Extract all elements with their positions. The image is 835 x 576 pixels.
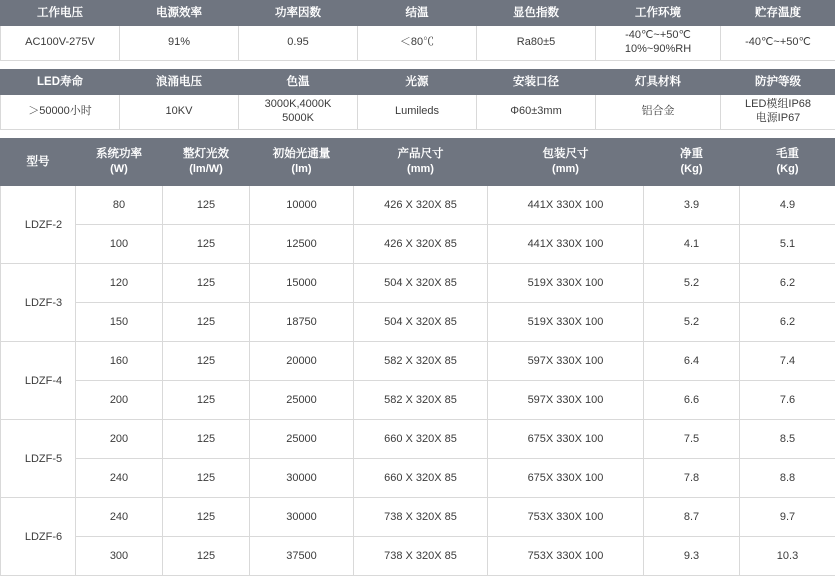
cell-efficacy: 125 — [163, 381, 250, 420]
main-header-cell-package-size — [488, 139, 644, 186]
table-row — [1, 381, 835, 420]
cell-gross-weight: 6.2 — [740, 264, 835, 303]
model-cell: LDZF-4 — [1, 342, 76, 420]
cell-efficacy: 125 — [163, 498, 250, 537]
cell-lumens: 18750 — [250, 303, 354, 342]
cell-package-size: 675X 330X 100 — [488, 420, 644, 459]
spec1-header-cell: 贮存温度 — [721, 1, 835, 26]
cell-gross-weight: 7.6 — [740, 381, 835, 420]
table-row — [1, 26, 835, 61]
cell-package-size: 519X 330X 100 — [488, 303, 644, 342]
header-title: 型号 — [27, 156, 50, 168]
cell-gross-weight: 4.9 — [740, 186, 835, 225]
cell-efficacy: 125 — [163, 537, 250, 576]
spec2-value-cell: 10KV — [120, 95, 239, 130]
electrical-spec-table — [0, 0, 835, 61]
cell-product-size: 426 X 320X 85 — [354, 186, 488, 225]
cell-package-size: 675X 330X 100 — [488, 459, 644, 498]
table-spacer — [0, 61, 835, 69]
cell-product-size: 426 X 320X 85 — [354, 225, 488, 264]
main-header-cell-gross-weight — [740, 139, 835, 186]
table-header-row — [1, 1, 835, 26]
spec1-header-cell: 工作环境 — [596, 1, 721, 26]
spec1-value-cell: -40℃~+50℃ 10%~90%RH — [596, 26, 721, 61]
table-row — [1, 95, 835, 130]
cell-gross-weight: 9.7 — [740, 498, 835, 537]
spec1-value-cell: AC100V-275V — [1, 26, 120, 61]
cell-efficacy: 125 — [163, 303, 250, 342]
table-row — [1, 225, 835, 264]
cell-power: 100 — [76, 225, 163, 264]
cell-power: 300 — [76, 537, 163, 576]
cell-gross-weight: 8.5 — [740, 420, 835, 459]
cell-net-weight: 8.7 — [644, 498, 740, 537]
spec1-header-cell: 功率因数 — [239, 1, 358, 26]
cell-lumens: 10000 — [250, 186, 354, 225]
cell-net-weight: 9.3 — [644, 537, 740, 576]
table-row — [1, 186, 835, 225]
cell-power: 80 — [76, 186, 163, 225]
header-unit: (mm) — [489, 162, 642, 176]
spec2-value-cell: Lumileds — [358, 95, 477, 130]
cell-package-size: 753X 330X 100 — [488, 537, 644, 576]
spec2-value-cell: 3000K,4000K 5000K — [239, 95, 358, 130]
spec1-value-cell: -40℃~+50℃ — [721, 26, 835, 61]
cell-power: 240 — [76, 498, 163, 537]
cell-package-size: 441X 330X 100 — [488, 186, 644, 225]
main-header-cell-product-size — [354, 139, 488, 186]
cell-package-size: 519X 330X 100 — [488, 264, 644, 303]
header-title: 初始光通量 — [273, 148, 331, 160]
header-title: 净重 — [680, 148, 703, 160]
mechanical-spec-table — [0, 69, 835, 130]
cell-net-weight: 5.2 — [644, 303, 740, 342]
cell-efficacy: 125 — [163, 459, 250, 498]
cell-net-weight: 7.5 — [644, 420, 740, 459]
table-header-row — [1, 70, 835, 95]
header-unit: (Kg) — [645, 162, 738, 176]
spec2-header-cell: 灯具材料 — [596, 70, 721, 95]
cell-lumens: 25000 — [250, 420, 354, 459]
header-unit: (lm/W) — [164, 162, 248, 176]
header-title: 整灯光效 — [183, 148, 229, 160]
cell-gross-weight: 6.2 — [740, 303, 835, 342]
spec2-value-cell: Φ60±3mm — [477, 95, 596, 130]
model-cell: LDZF-3 — [1, 264, 76, 342]
header-unit: (mm) — [355, 162, 486, 176]
cell-product-size: 582 X 320X 85 — [354, 342, 488, 381]
spec2-header-cell: 色温 — [239, 70, 358, 95]
main-header-cell-net-weight — [644, 139, 740, 186]
main-header-cell-efficacy — [163, 139, 250, 186]
header-unit: (Kg) — [741, 162, 834, 176]
spec2-value-cell: 铝合金 — [596, 95, 721, 130]
spec2-value-cell: LED模组IP68 电源IP67 — [721, 95, 835, 130]
cell-lumens: 15000 — [250, 264, 354, 303]
cell-lumens: 37500 — [250, 537, 354, 576]
cell-efficacy: 125 — [163, 225, 250, 264]
cell-gross-weight: 10.3 — [740, 537, 835, 576]
cell-net-weight: 4.1 — [644, 225, 740, 264]
cell-product-size: 504 X 320X 85 — [354, 264, 488, 303]
cell-power: 240 — [76, 459, 163, 498]
cell-lumens: 30000 — [250, 459, 354, 498]
cell-product-size: 582 X 320X 85 — [354, 381, 488, 420]
spec1-header-cell: 电源效率 — [120, 1, 239, 26]
cell-package-size: 597X 330X 100 — [488, 342, 644, 381]
model-cell: LDZF-2 — [1, 186, 76, 264]
header-unit: (lm) — [251, 162, 352, 176]
spec2-header-cell: 安装口径 — [477, 70, 596, 95]
cell-gross-weight: 7.4 — [740, 342, 835, 381]
cell-net-weight: 6.4 — [644, 342, 740, 381]
table-row — [1, 303, 835, 342]
cell-product-size: 660 X 320X 85 — [354, 459, 488, 498]
spec1-value-cell: 0.95 — [239, 26, 358, 61]
cell-power: 200 — [76, 381, 163, 420]
cell-product-size: 504 X 320X 85 — [354, 303, 488, 342]
main-header-cell-lumens — [250, 139, 354, 186]
header-title: 产品尺寸 — [398, 148, 444, 160]
cell-power: 160 — [76, 342, 163, 381]
product-model-table — [0, 138, 835, 576]
spec2-header-cell: 浪涌电压 — [120, 70, 239, 95]
header-title: 毛重 — [776, 148, 799, 160]
cell-efficacy: 125 — [163, 264, 250, 303]
spec2-header-cell: LED寿命 — [1, 70, 120, 95]
table-row — [1, 342, 835, 381]
cell-efficacy: 125 — [163, 342, 250, 381]
cell-efficacy: 125 — [163, 186, 250, 225]
table-row — [1, 498, 835, 537]
cell-net-weight: 3.9 — [644, 186, 740, 225]
spec1-header-cell: 显色指数 — [477, 1, 596, 26]
spec1-value-cell: ＜80℃ — [358, 26, 477, 61]
cell-package-size: 441X 330X 100 — [488, 225, 644, 264]
header-title: 包装尺寸 — [543, 148, 589, 160]
table-header-row — [1, 139, 835, 186]
table-row — [1, 537, 835, 576]
cell-power: 200 — [76, 420, 163, 459]
spec2-header-cell: 光源 — [358, 70, 477, 95]
table-row — [1, 264, 835, 303]
cell-efficacy: 125 — [163, 420, 250, 459]
main-header-cell-model — [1, 139, 76, 186]
table-row — [1, 459, 835, 498]
cell-net-weight: 5.2 — [644, 264, 740, 303]
table-row — [1, 420, 835, 459]
model-cell: LDZF-6 — [1, 498, 76, 576]
cell-lumens: 30000 — [250, 498, 354, 537]
spec1-header-cell: 工作电压 — [1, 1, 120, 26]
cell-lumens: 20000 — [250, 342, 354, 381]
cell-power: 120 — [76, 264, 163, 303]
spec1-value-cell: Ra80±5 — [477, 26, 596, 61]
main-header-cell-power — [76, 139, 163, 186]
cell-package-size: 597X 330X 100 — [488, 381, 644, 420]
spec1-header-cell: 结温 — [358, 1, 477, 26]
product-table-body — [1, 186, 835, 576]
cell-net-weight: 7.8 — [644, 459, 740, 498]
spec1-value-cell: 91% — [120, 26, 239, 61]
header-title: 系统功率 — [96, 148, 142, 160]
spec2-header-cell: 防护等级 — [721, 70, 835, 95]
cell-lumens: 12500 — [250, 225, 354, 264]
cell-lumens: 25000 — [250, 381, 354, 420]
cell-net-weight: 6.6 — [644, 381, 740, 420]
cell-product-size: 738 X 320X 85 — [354, 498, 488, 537]
cell-gross-weight: 8.8 — [740, 459, 835, 498]
cell-power: 150 — [76, 303, 163, 342]
cell-gross-weight: 5.1 — [740, 225, 835, 264]
header-unit: (W) — [77, 162, 161, 176]
cell-package-size: 753X 330X 100 — [488, 498, 644, 537]
cell-product-size: 738 X 320X 85 — [354, 537, 488, 576]
model-cell: LDZF-5 — [1, 420, 76, 498]
spec2-value-cell: ＞50000小时 — [1, 95, 120, 130]
cell-product-size: 660 X 320X 85 — [354, 420, 488, 459]
